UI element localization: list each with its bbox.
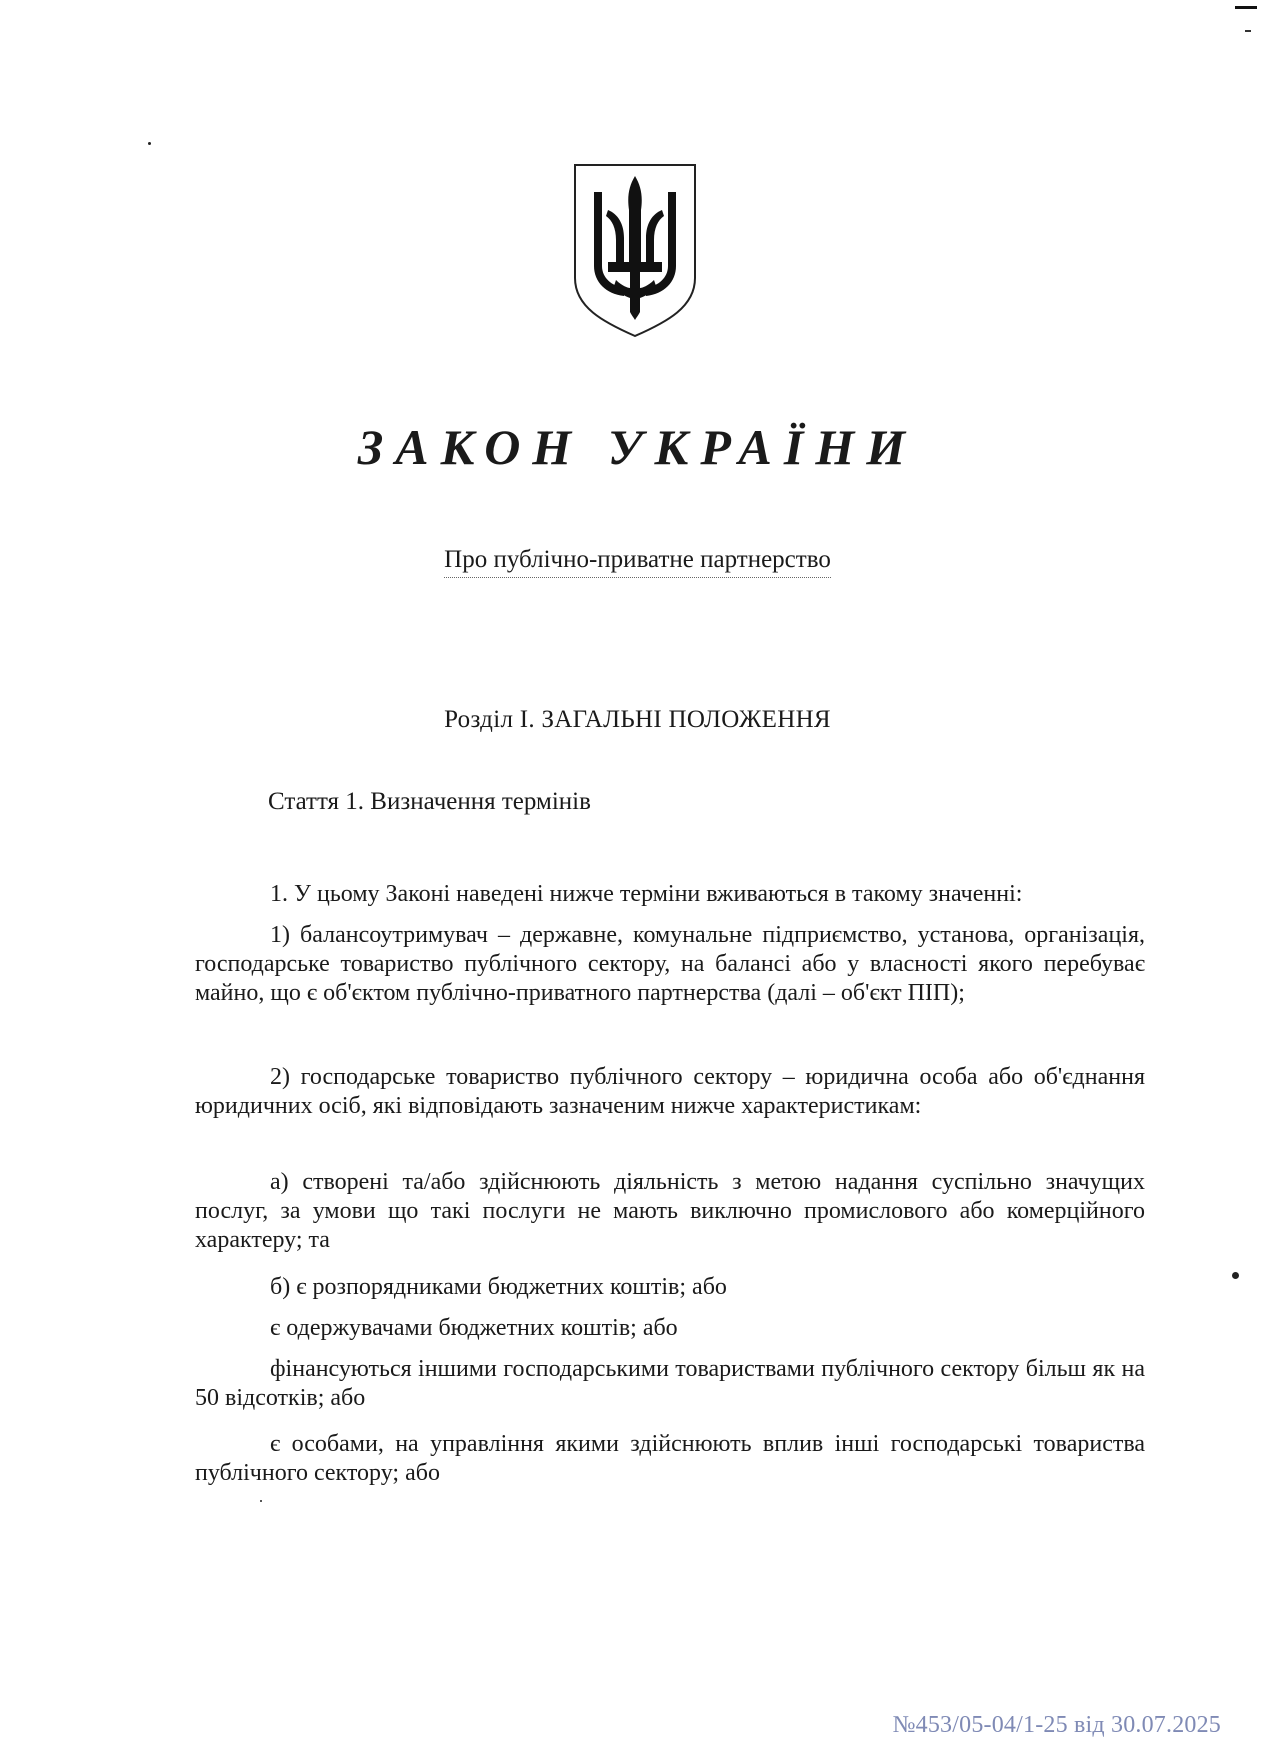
law-subtitle (0, 546, 1275, 574)
registration-stamp: №453/05-04/1-25 від 30.07.2025 (892, 1712, 1221, 1738)
paragraph-4 (195, 1168, 1145, 1255)
paragraph-6 (195, 1314, 1145, 1343)
paragraph-2 (195, 921, 1145, 1008)
paragraph-3 (195, 1063, 1145, 1121)
paragraph-7 (195, 1355, 1145, 1413)
scan-speck (260, 1500, 262, 1502)
paragraph-4-text: а) створені та/або здійснюють діяльність з метою надання суспільно значущих послуг, за умови що такі послуги не мають виключно промислового або комерційного характеру; та (195, 1169, 1145, 1253)
paragraph-5-text: б) є розпорядниками бюджетних коштів; або (270, 1274, 727, 1300)
article-heading: Стаття 1. Визначення термінів (268, 788, 591, 815)
section-heading: Розділ I. ЗАГАЛЬНІ ПОЛОЖЕННЯ (444, 706, 831, 733)
paragraph-6-text: є одержувачами бюджетних коштів; або (270, 1315, 678, 1341)
trident-coat-of-arms-icon (572, 162, 698, 338)
scan-speck (148, 142, 151, 145)
paragraph-8 (195, 1430, 1145, 1488)
paragraph-8-text: є особами, на управління якими здійснюють вплив інші господарські товариства публічного сектору; або (195, 1431, 1145, 1486)
scan-mark (1235, 6, 1257, 9)
law-title: ЗАКОН УКРАЇНИ (357, 419, 918, 475)
paragraph-3-text: 2) господарське товариство публічного сектору – юридична особа або об'єднання юридичних осіб, які відповідають зазначеним нижче характеристикам: (195, 1064, 1145, 1119)
paragraph-1-text: 1. У цьому Законі наведені нижче терміни вживаються в такому значенні: (270, 881, 1023, 907)
law-subtitle-text: Про публічно-приватне партнерство (444, 546, 831, 578)
scan-mark (1245, 30, 1251, 32)
scan-speck (1232, 1272, 1239, 1279)
paragraph-2-text: 1) балансоутримувач – державне, комунальне підприємство, установа, організація, господарське товариство публічного сектору, на балансі або у власності якого перебуває майно, що є об'єктом публічно-приватного партнерства (далі – об'єкт ПІП); (195, 922, 1145, 1006)
paragraph-1 (195, 880, 1145, 909)
paragraph-5 (195, 1273, 1145, 1302)
paragraph-7-text: фінансуються іншими господарськими товариствами публічного сектору більш як на 50 відсотків; або (195, 1356, 1145, 1411)
